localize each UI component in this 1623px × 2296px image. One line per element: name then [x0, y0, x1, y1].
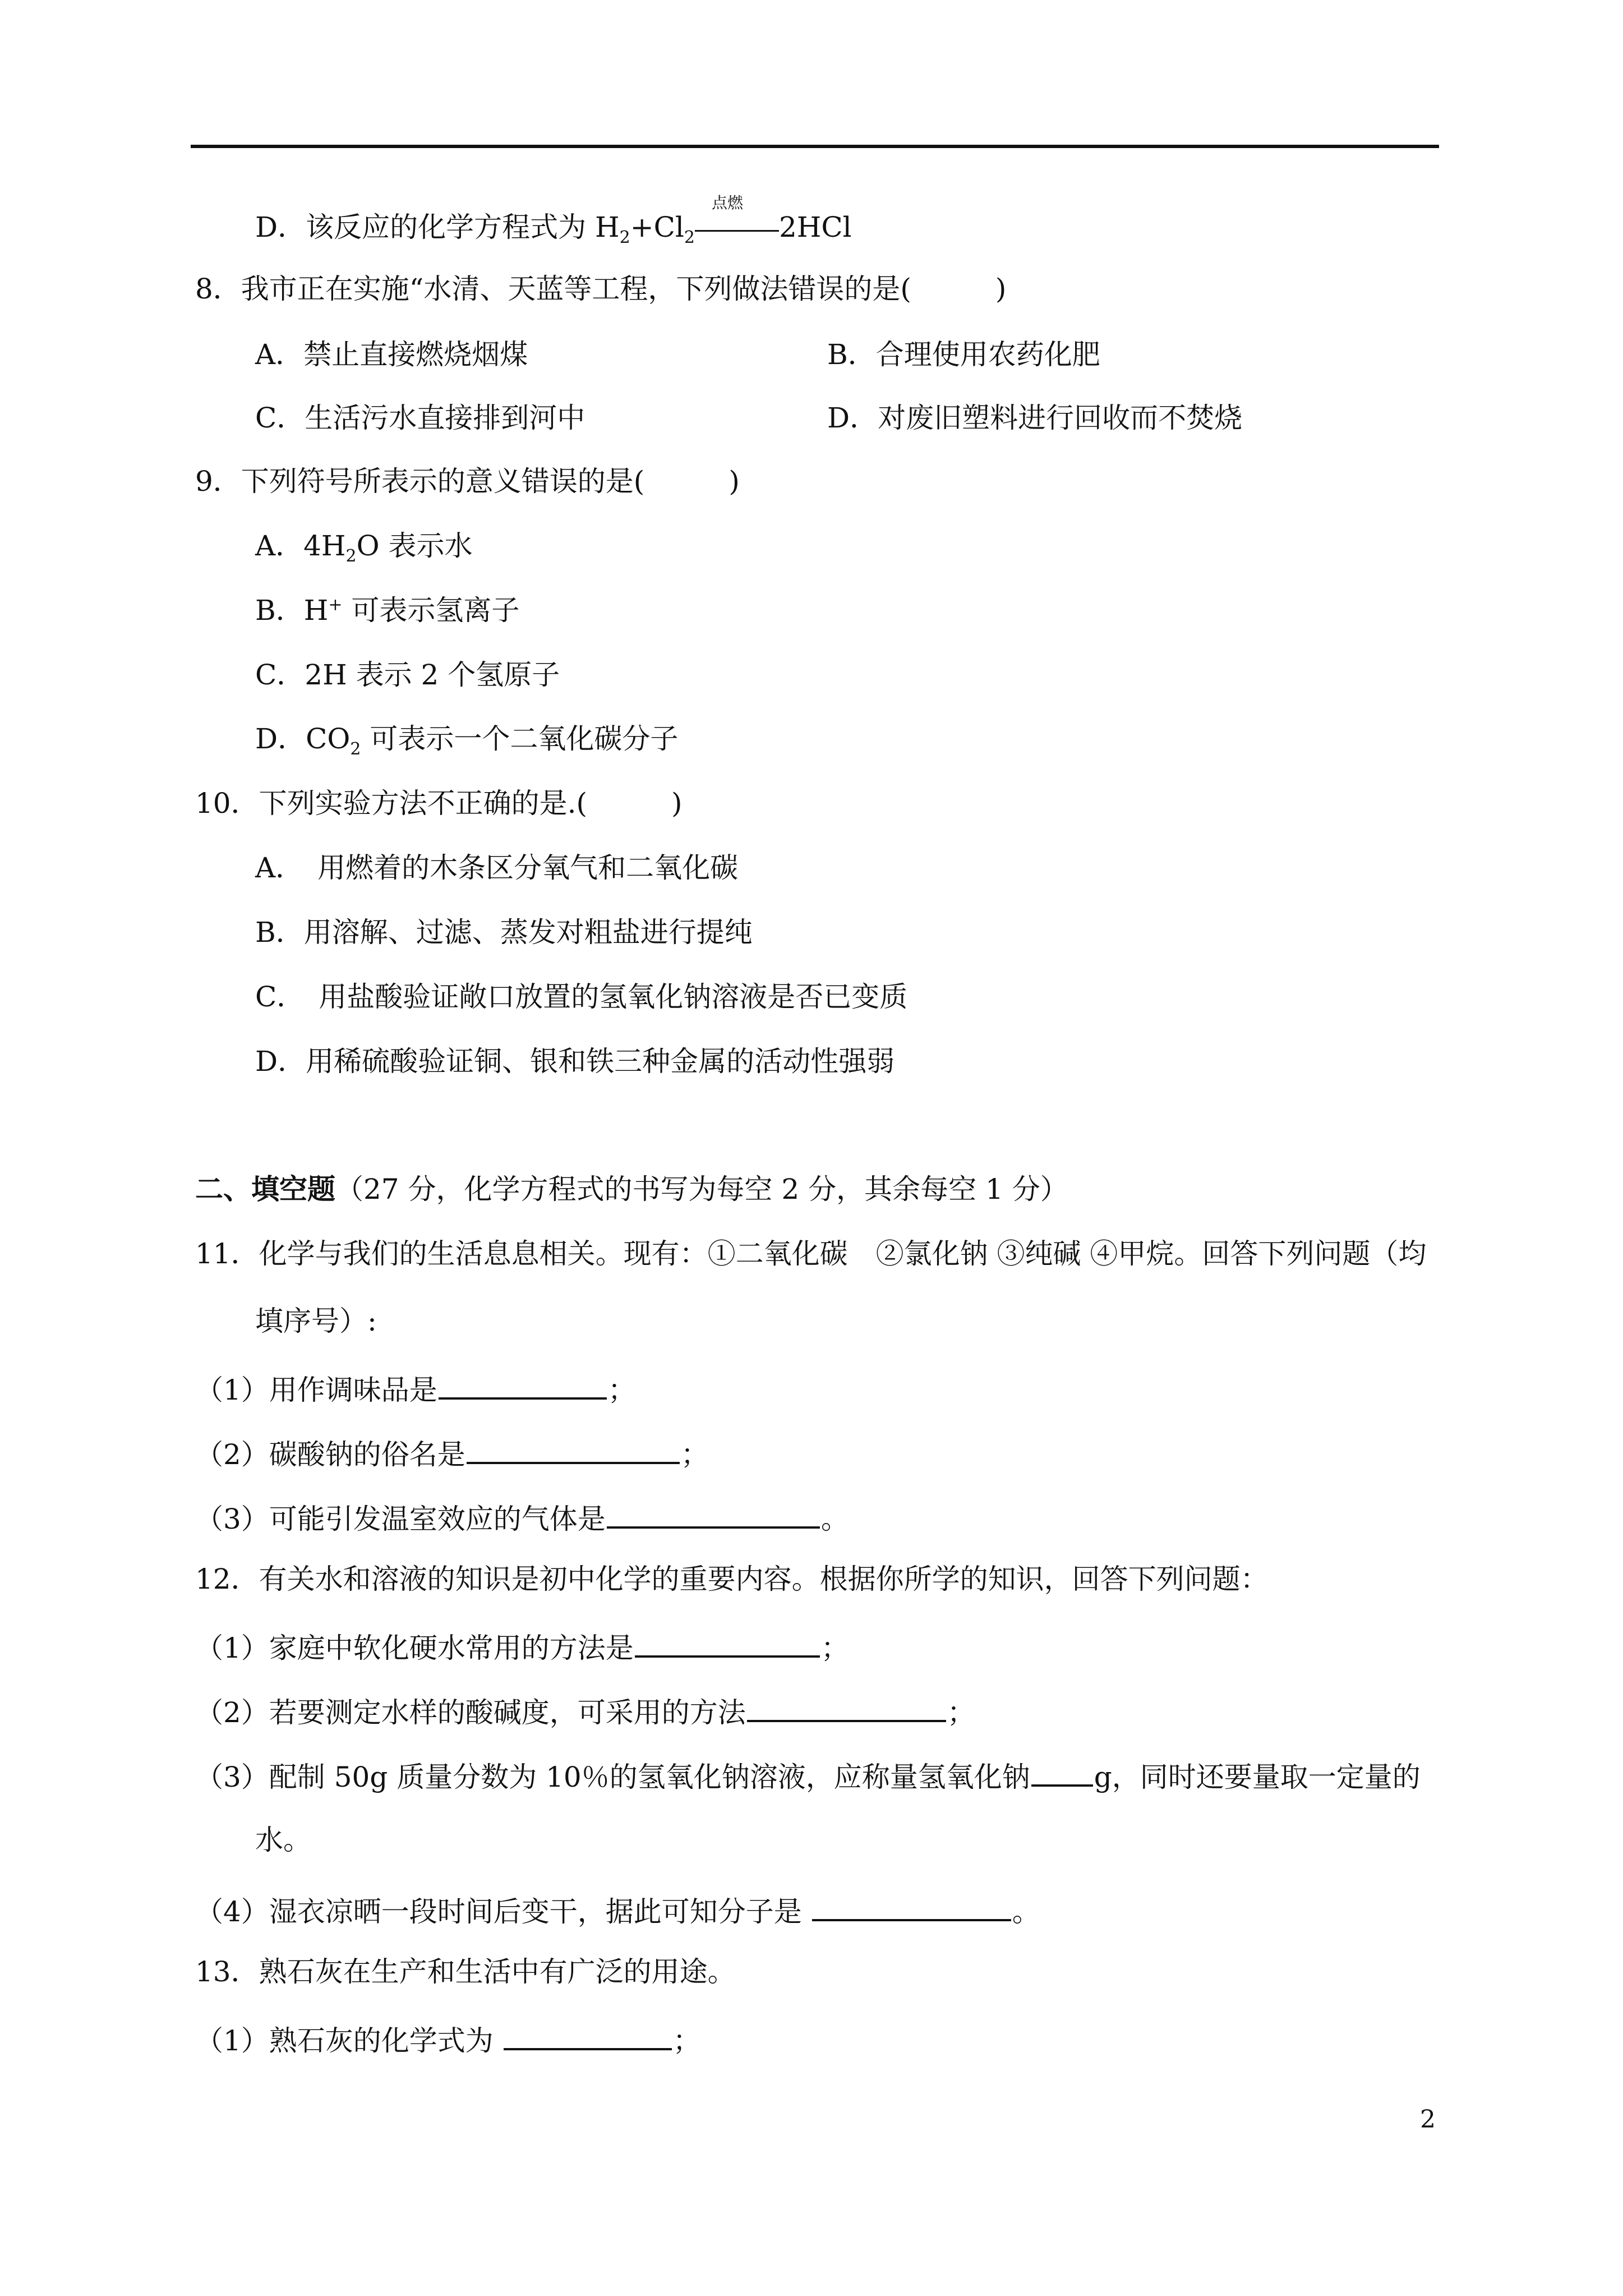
q8-option-c: C．生活污水直接排到河中	[255, 402, 585, 434]
q9-a-subscript: 2	[345, 546, 357, 566]
q11-part-2	[195, 1436, 709, 1469]
q12-p1-text: （1）家庭中软化硬水常用的方法是	[195, 1632, 634, 1664]
q11-p2-end: ；	[680, 1438, 709, 1471]
header-rule	[191, 145, 1439, 148]
q9-d-text: D．CO	[255, 723, 351, 755]
h2-subscript: 2	[619, 228, 630, 247]
q8-option-a: A．禁止直接燃烧烟煤	[255, 338, 528, 371]
q12-part-1	[195, 1630, 849, 1662]
reaction-arrow	[695, 194, 779, 237]
reaction-condition: 点燃	[711, 194, 743, 212]
q10-stem: 10．下列实验方法不正确的是.( )	[195, 787, 683, 820]
q9-option-d	[255, 725, 678, 758]
q12-p3-text: （3）配制 50g 质量分数为 10％的氢氧化钠溶液，应称量氢氧化钠	[195, 1761, 1030, 1793]
section-title: 二、填空题	[195, 1172, 335, 1205]
answer-blank[interactable]	[747, 1694, 946, 1722]
q12-part-3	[195, 1759, 1421, 1791]
q13-p1-text: （1）熟石灰的化学式为	[195, 2024, 502, 2057]
q9-b-superscript: +	[328, 595, 343, 615]
q12-p3-end: g，同时还要量取一定量的	[1094, 1761, 1421, 1793]
q12-p4-end: 。	[1012, 1895, 1040, 1928]
q12-part-2	[195, 1694, 975, 1727]
answer-blank[interactable]	[504, 2022, 672, 2050]
q11-p3-text: （3）可能引发温室效应的气体是	[195, 1503, 606, 1535]
q11-p1-text: （1）用作调味品是	[195, 1374, 437, 1406]
answer-blank[interactable]	[812, 1893, 1011, 1921]
q9-option-c: C．2H 表示 2 个氢原子	[255, 659, 560, 691]
q11-stem: 11．化学与我们的生活息息相关。现有：①二氧化碳 ②氯化钠 ③纯碱 ④甲烷。回答下列问题（均	[195, 1237, 1427, 1270]
q11-p2-text: （2）碳酸钠的俗名是	[195, 1438, 465, 1471]
q10-option-b: B．用溶解、过滤、蒸发对粗盐进行提纯	[255, 916, 753, 949]
q12-p4-text: （4）湿衣凉晒一段时间后变干，据此可知分子是	[195, 1895, 811, 1928]
q12-p1-end: ；	[820, 1632, 849, 1664]
q13-part-1	[195, 2022, 701, 2055]
answer-blank[interactable]	[467, 1436, 680, 1464]
q10-option-d: D．用稀硫酸验证铜、银和铁三种金属的活动性强弱	[255, 1045, 895, 1078]
q7-option-d	[255, 194, 852, 247]
q9-b-text: B．H	[255, 594, 329, 627]
q9-stem: 9．下列符号所表示的意义错误的是( )	[195, 465, 740, 498]
cl2-subscript: 2	[684, 228, 695, 247]
equation-product: 2HCl	[778, 211, 852, 243]
q9-option-b	[255, 594, 520, 627]
q12-part-3-cont: 水。	[255, 1824, 311, 1856]
answer-blank[interactable]	[635, 1630, 820, 1658]
q12-p2-text: （2）若要测定水样的酸碱度，可采用的方法	[195, 1696, 746, 1729]
q9-b-text-end: 可表示氢离子	[342, 594, 520, 627]
q9-d-subscript: 2	[350, 739, 361, 759]
section-note: （27 分，化学方程式的书写为每空 2 分，其余每空 1 分）	[335, 1173, 1068, 1205]
q12-stem: 12．有关水和溶液的知识是初中化学的重要内容。根据你所学的知识，回答下列问题：	[195, 1563, 1269, 1595]
q12-part-4	[195, 1893, 1040, 1926]
section-2-heading	[195, 1172, 1068, 1205]
reaction-bar	[695, 230, 779, 232]
answer-blank[interactable]	[1031, 1759, 1093, 1787]
answer-blank[interactable]	[439, 1372, 607, 1400]
q8-stem: 8．我市正在实施“水清、天蓝等工程，下列做法错误的是( )	[195, 273, 1007, 305]
answer-blank[interactable]	[607, 1501, 820, 1529]
equation-prefix: D．该反应的化学方程式为 H	[255, 211, 620, 243]
q10-option-a: A． 用燃着的木条区分氧气和二氧化碳	[255, 852, 739, 884]
q11-p1-end: ；	[607, 1374, 636, 1406]
q11-part-1	[195, 1372, 636, 1404]
q12-p2-end: ；	[947, 1696, 975, 1729]
page-number: 2	[1420, 2105, 1436, 2134]
q10-option-c: C． 用盐酸验证敞口放置的氢氧化钠溶液是否已变质	[255, 981, 908, 1013]
q9-a-text: A．4H	[255, 530, 346, 562]
q9-a-text-end: O 表示水	[356, 530, 473, 562]
q13-p1-end: ；	[672, 2024, 701, 2057]
q9-option-a	[255, 532, 473, 565]
q13-stem: 13．熟石灰在生产和生活中有广泛的用途。	[195, 1955, 736, 1988]
q11-stem-cont: 填序号）:	[255, 1305, 377, 1337]
q8-option-b: B．合理使用农药化肥	[827, 338, 1100, 371]
q11-part-3	[195, 1501, 849, 1533]
q9-d-text-end: 可表示一个二氧化碳分子	[361, 723, 679, 755]
equation-plus-cl: +Cl	[630, 211, 684, 243]
q8-option-d: D．对废旧塑料进行回收而不焚烧	[827, 402, 1243, 434]
q11-p3-end: 。	[820, 1503, 849, 1535]
